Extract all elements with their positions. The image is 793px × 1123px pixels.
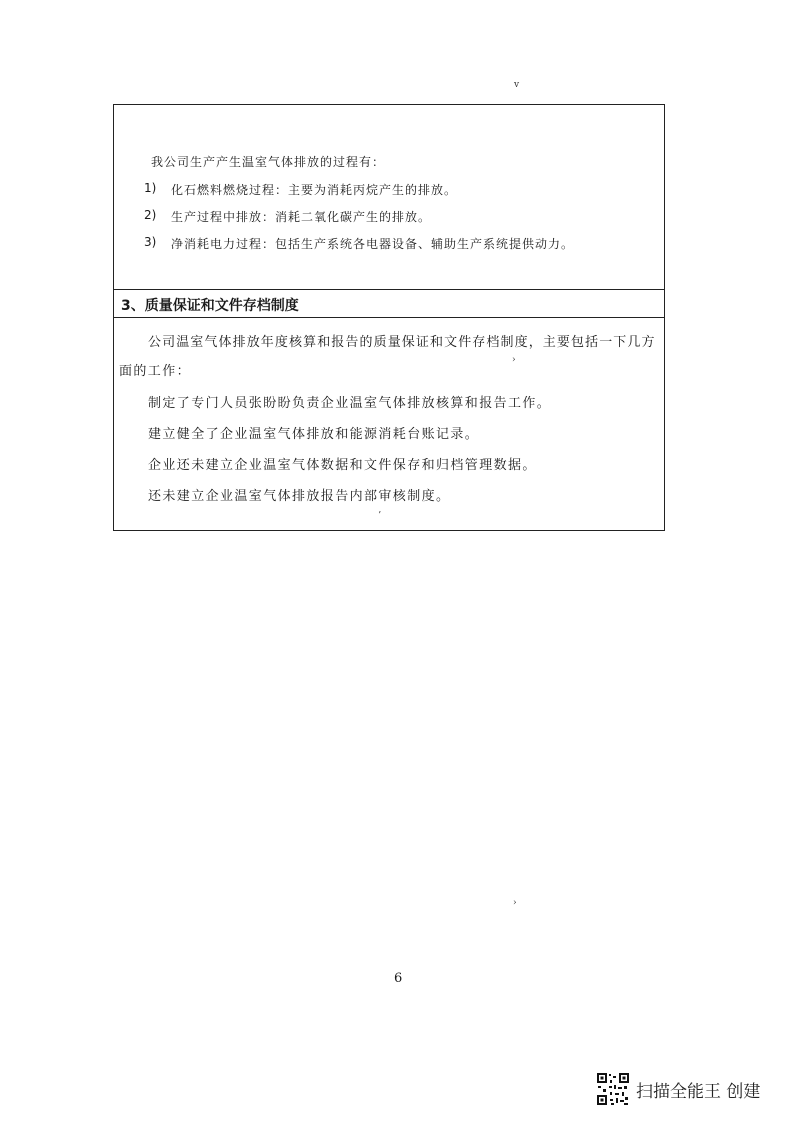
watermark-text: 扫描全能王 创建	[636, 1081, 761, 1102]
scanner-watermark	[596, 1072, 760, 1106]
qr-code-icon	[596, 1072, 630, 1106]
section-heading-row	[114, 290, 664, 318]
list-item: 企业还未建立企业温室气体数据和文件保存和归档管理数据。	[148, 458, 537, 473]
item-number: 1)	[144, 181, 157, 195]
scan-mark: ›	[513, 898, 517, 908]
list-item: 化石燃料燃烧过程：主要为消耗丙烷产生的排放。	[171, 183, 458, 197]
list-item: 净消耗电力过程：包括生产系统各电器设备、辅助生产系统提供动力。	[171, 237, 575, 251]
list-item: 建立健全了企业温室气体排放和能源消耗台账记录。	[148, 427, 480, 442]
list-item: 制定了专门人员张盼盼负责企业温室气体排放核算和报告工作。	[148, 396, 552, 411]
scan-mark: ⅴ	[514, 80, 520, 90]
scan-mark: ʼ	[378, 511, 381, 521]
paragraph-line: 公司温室气体排放年度核算和报告的质量保证和文件存档制度，主要包括一下几方	[148, 335, 656, 350]
list-item: 还未建立企业温室气体排放报告内部审核制度。	[148, 489, 451, 504]
paragraph-line: 面的工作：	[119, 364, 192, 379]
page-number: 6	[394, 971, 403, 986]
section-heading: 3、质量保证和文件存档制度	[121, 298, 299, 314]
document-table	[113, 104, 665, 531]
emission-process-section	[114, 105, 664, 290]
scan-mark: ›	[512, 355, 516, 365]
item-number: 2)	[144, 208, 157, 222]
list-item: 生产过程中排放：消耗二氧化碳产生的排放。	[171, 210, 432, 224]
intro-text: 我公司生产产生温室气体排放的过程有：	[151, 155, 386, 169]
item-number: 3)	[144, 235, 157, 249]
